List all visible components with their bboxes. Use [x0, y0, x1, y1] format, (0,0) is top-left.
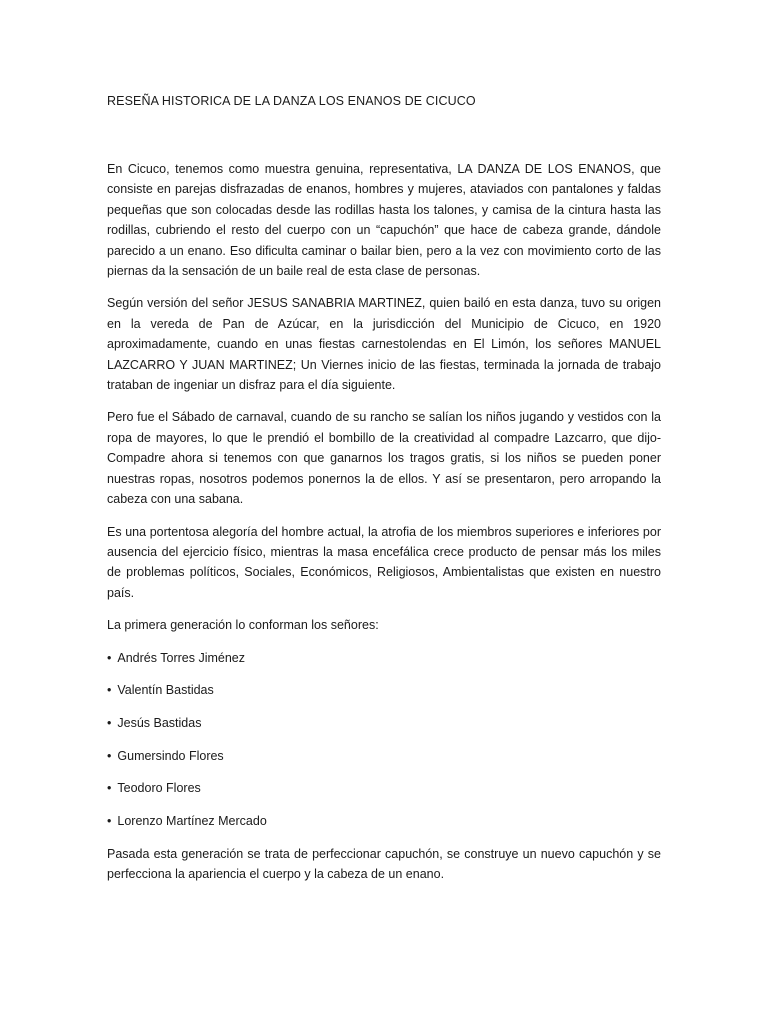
paragraph-1: En Cicuco, tenemos como muestra genuina, representativa, LA DANZA DE LOS ENANOS, que consiste en parejas disfrazadas de enanos, hombres y mujeres, ataviados con pantalones y faldas pequeñas que son colocadas desde las rodillas hasta los talones, y camisa de la cintura hasta las rodillas, cubriendo el resto del cuerpo con un “capuchón” que hace de cabeza grande, dándole parecido a un enano. Eso dificulta caminar o bailar bien, pero a la vez con movimiento corto de las piernas da la sensación de un baile real de esta clase de personas. [107, 162, 661, 279]
list-item-text: Teodoro Flores [117, 781, 201, 796]
list-item [107, 680, 661, 700]
list-item [107, 746, 661, 766]
bullet-icon: • [107, 781, 112, 796]
list-intro: La primera generación lo conforman los señores: [107, 618, 379, 633]
bullet-icon: • [107, 748, 112, 763]
bullet-icon: • [107, 715, 112, 730]
list-item-text: Valentín Bastidas [117, 683, 214, 698]
list-item-text: Gumersindo Flores [117, 748, 224, 763]
list-item [107, 778, 661, 798]
generation-list [107, 648, 661, 832]
list-item [107, 713, 661, 733]
list-item [107, 811, 661, 831]
list-item-text: Jesús Bastidas [117, 715, 202, 730]
list-item-text: Andrés Torres Jiménez [117, 650, 245, 665]
bullet-icon: • [107, 814, 112, 829]
paragraph-2: Según versión del señor JESUS SANABRIA MARTINEZ, quien bailó en esta danza, tuvo su origen en la vereda de Pan de Azúcar, en la jurisdicción del Municipio de Cicuco, en 1920 aproximadamente, cuando en unas fiestas carnestolendas en El Limón, los señores MANUEL LAZCARRO Y JUAN MARTINEZ; Un Viernes inicio de las fiestas, terminada la jornada de trabajo trataban de ingeniar un disfraz para el día siguiente. [107, 296, 661, 393]
paragraph-4: Es una portentosa alegoría del hombre actual, la atrofia de los miembros superiores e inferiores por ausencia del ejercicio físico, mientras la masa encefálica crece producto de pensar más los miles de problemas políticos, Sociales, Económicos, Religiosos, Ambientalistas que existen en nuestro país. [107, 524, 661, 600]
document-title: RESEÑA HISTORICA DE LA DANZA LOS ENANOS DE CICUCO [107, 94, 476, 108]
bullet-icon: • [107, 650, 112, 665]
paragraph-3: Pero fue el Sábado de carnaval, cuando de su rancho se salían los niños jugando y vestidos con la ropa de mayores, lo que le prendió el bombillo de la creatividad al compadre Lazcarro, que dijo-Compadre ahora si tenemos con que ganarnos los tragos gratis, si los niños se pueden poner nuestras ropas, nosotros podemos ponernos la de ellos. Y así se presentaron, pero arropando la cabeza con una sabana. [107, 410, 661, 507]
bullet-icon: • [107, 683, 112, 698]
closing-paragraph: Pasada esta generación se trata de perfeccionar capuchón, se construye un nuevo capuchón y se perfecciona la apariencia el cuerpo y la cabeza de un enano. [107, 846, 661, 882]
list-item [107, 648, 661, 668]
list-item-text: Lorenzo Martínez Mercado [117, 814, 267, 829]
